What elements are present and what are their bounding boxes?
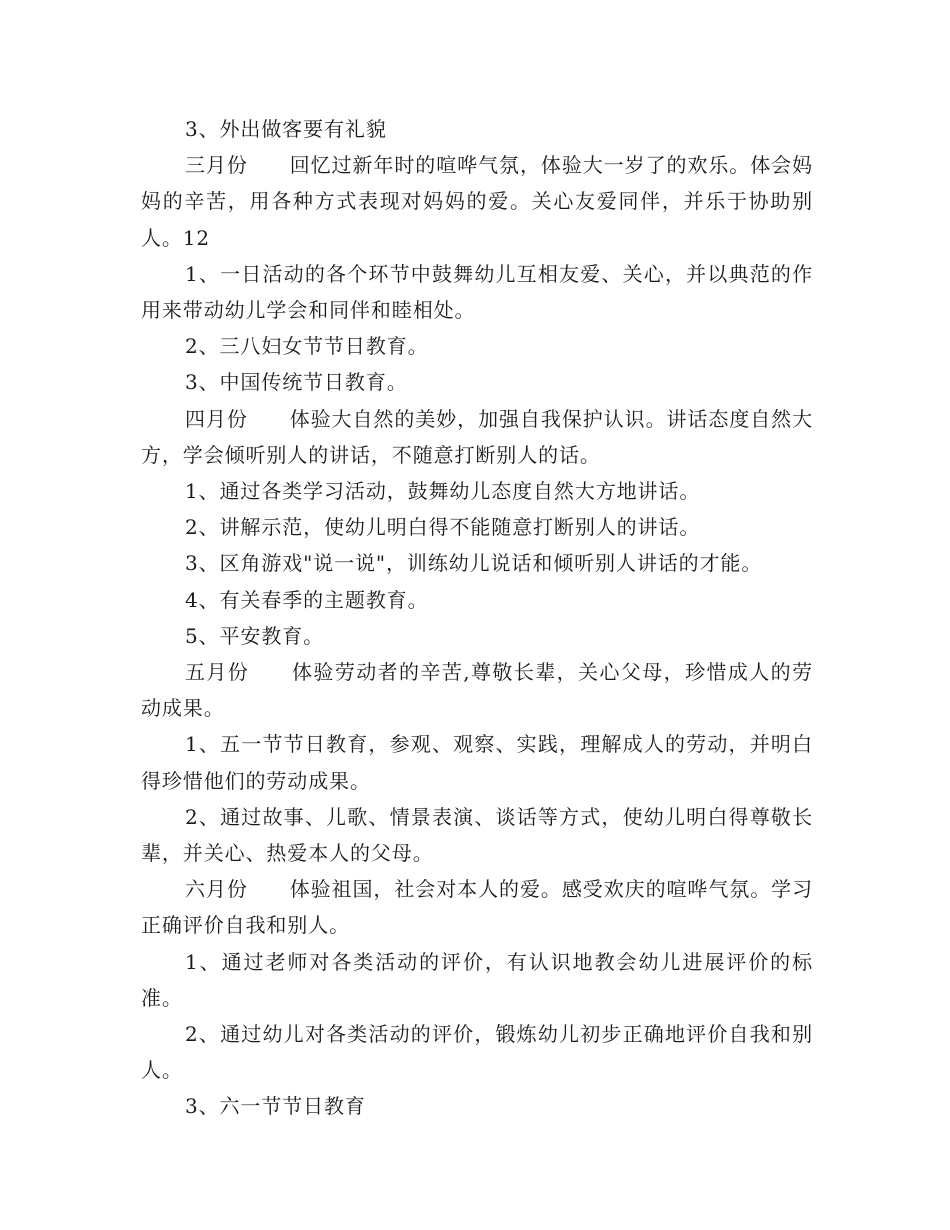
month-paragraph [141, 401, 813, 473]
paragraph [141, 509, 813, 545]
month-heading: 四月份 [185, 406, 248, 431]
paragraph-text: 5、平安教育。 [185, 623, 325, 648]
paragraph-text: 回忆过新年时的喧哗气氛，体验大一岁了的欢乐。体会妈妈的辛苦，用各种方式表现对妈妈的爱。关心友爱同伴，并乐于协助别人。12 [141, 153, 814, 250]
paragraph-text: 体验劳动者的辛苦,尊敬长辈，关心父母，珍惜成人的劳动成果。 [141, 660, 813, 721]
paragraph-text: 4、有关春季的主题教育。 [185, 587, 429, 612]
paragraph [141, 328, 813, 364]
paragraph [141, 582, 813, 618]
paragraph [141, 618, 813, 654]
month-paragraph [141, 654, 813, 726]
document-body [141, 111, 813, 1125]
paragraph-text: 体验祖国，社会对本人的爱。感受欢庆的喧哗气氛。学习正确评价自我和别人。 [141, 877, 814, 938]
paragraph-text: 3、区角游戏"说一说"，训练幼儿说话和倾听别人讲话的才能。 [185, 551, 763, 576]
paragraph [141, 364, 813, 400]
month-paragraph [141, 871, 813, 943]
paragraph [141, 799, 813, 871]
paragraph-text: 1、一日活动的各个环节中鼓舞幼儿互相友爱、关心，并以典范的作用来带动幼儿学会和同伴和睦相处。 [141, 261, 813, 323]
paragraph-text: 2、通过幼儿对各类活动的评价，锻炼幼儿初步正确地评价自我和别人。 [141, 1022, 813, 1083]
paragraph [141, 111, 813, 147]
paragraph [141, 726, 813, 798]
paragraph-text: 2、讲解示范，使幼儿明白得不能随意打断别人的讲话。 [185, 515, 701, 540]
paragraph [141, 256, 813, 328]
month-heading: 五月份 [185, 660, 250, 685]
month-heading: 六月份 [185, 877, 248, 902]
paragraph-text: 体验大自然的美妙，加强自我保护认识。讲话态度自然大方，学会倾听别人的讲话，不随意打断别人的话。 [141, 406, 814, 467]
paragraph-text: 3、外出做客要有礼貌 [185, 117, 387, 141]
month-paragraph [141, 147, 813, 256]
paragraph [141, 473, 813, 509]
paragraph-text: 2、通过故事、儿歌、情景表演、谈话等方式，使幼儿明白得尊敬长辈，并关心、热爱本人的父母。 [141, 804, 813, 866]
paragraph [141, 1088, 813, 1124]
paragraph-text: 3、六一节节日教育 [185, 1094, 366, 1119]
paragraph-text: 2、三八妇女节节日教育。 [185, 334, 429, 359]
paragraph [141, 944, 813, 1016]
paragraph-text: 1、通过各类学习活动，鼓舞幼儿态度自然大方地讲话。 [185, 479, 701, 504]
paragraph-text: 1、五一节节日教育，参观、观察、实践，理解成人的劳动，并明白得珍惜他们的劳动成果。 [141, 732, 813, 793]
month-heading: 三月份 [185, 153, 248, 178]
paragraph [141, 1016, 813, 1088]
paragraph-text: 3、中国传统节日教育。 [185, 370, 408, 395]
paragraph-text: 1、通过老师对各类活动的评价，有认识地教会幼儿进展评价的标准。 [141, 949, 813, 1010]
paragraph [141, 545, 813, 581]
